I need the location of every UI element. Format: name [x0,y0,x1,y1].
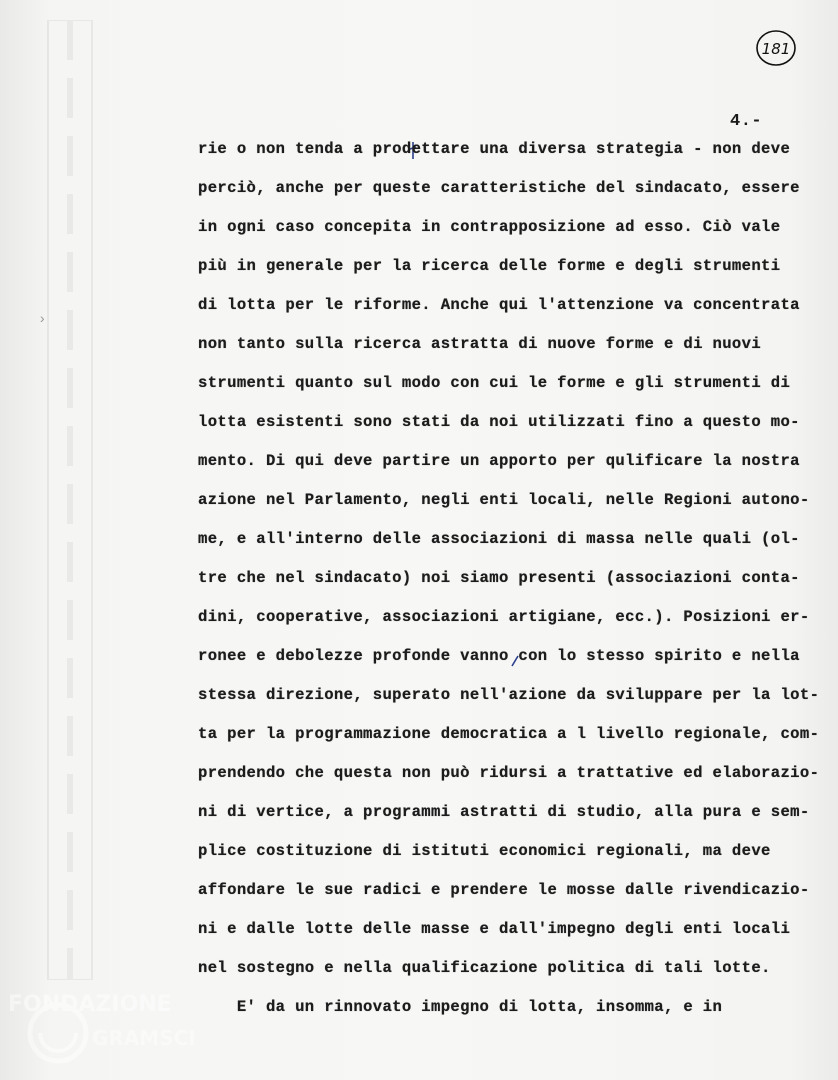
text-line: ronee e debolezze profonde vanno con lo stesso spirito e nella [198,647,800,665]
text-line: ni e dalle lotte delle masse e dall'impegno degli enti locali [198,920,791,938]
text-line: più in generale per la ricerca delle forme e degli strumenti [198,257,781,275]
text-line: stessa direzione, superato nell'azione da sviluppare per la lot- [198,686,820,704]
text-line: non tanto sulla ricerca astratta di nuove forme e di nuovi [198,335,762,353]
text-line: me, e all'interno delle associazioni di massa nelle quali (ol- [198,530,800,548]
text-line: E' da un rinnovato impegno di lotta, insomma, e in [198,998,723,1016]
text-line: ta per la programmazione democratica a l livello regionale, com- [198,725,820,743]
folio-number: 181 [761,40,791,58]
text-line: di lotta per le riforme. Anche qui l'attenzione va concentrata [198,296,800,314]
text-line: dini, cooperative, associazioni artigiane, ecc.). Posizioni er- [198,608,810,626]
page-number: 4.- [730,112,763,131]
folio-number-circle [754,28,798,68]
vertical-watermark [40,20,100,980]
text-line: lotta esistenti sono stati da noi utilizzati fino a questo mo- [198,413,800,431]
svg-text:GRAMSCI: GRAMSCI [92,1026,196,1050]
text-line: prendendo che questa non può ridursi a trattative ed elaborazio- [198,764,820,782]
text-line: affondare le sue radici e prendere le mosse dalle rivendicazio- [198,881,810,899]
text-line: ni di vertice, a programmi astratti di studio, alla pura e sem- [198,803,810,821]
text-line: nel sostegno e nella qualificazione politica di tali lotte. [198,959,771,977]
text-line: in ogni caso concepita in contrapposizione ad esso. Ciò vale [198,218,781,236]
text-line: strumenti quanto sul modo con cui le forme e gli strumenti di [198,374,791,392]
foundation-watermark-logo [0,985,230,1075]
text-line: tre che nel sindacato) noi siamo presenti (associazioni conta- [198,569,800,587]
text-line: rie o non tenda a prodettare una diversa strategia - non deve [198,140,791,158]
text-line: plice costituzione di istituti economici regionali, ma deve [198,842,771,860]
text-line: azione nel Parlamento, negli enti locali, nelle Regioni autono- [198,491,810,509]
text-line: mento. Di qui deve partire un apporto per qulificare la nostra [198,452,800,470]
svg-text:FONDAZIONE: FONDAZIONE [8,992,172,1017]
typed-body-text [198,134,820,1031]
margin-mark: › [38,312,47,328]
text-line: perciò, anche per queste caratteristiche del sindacato, essere [198,179,800,197]
